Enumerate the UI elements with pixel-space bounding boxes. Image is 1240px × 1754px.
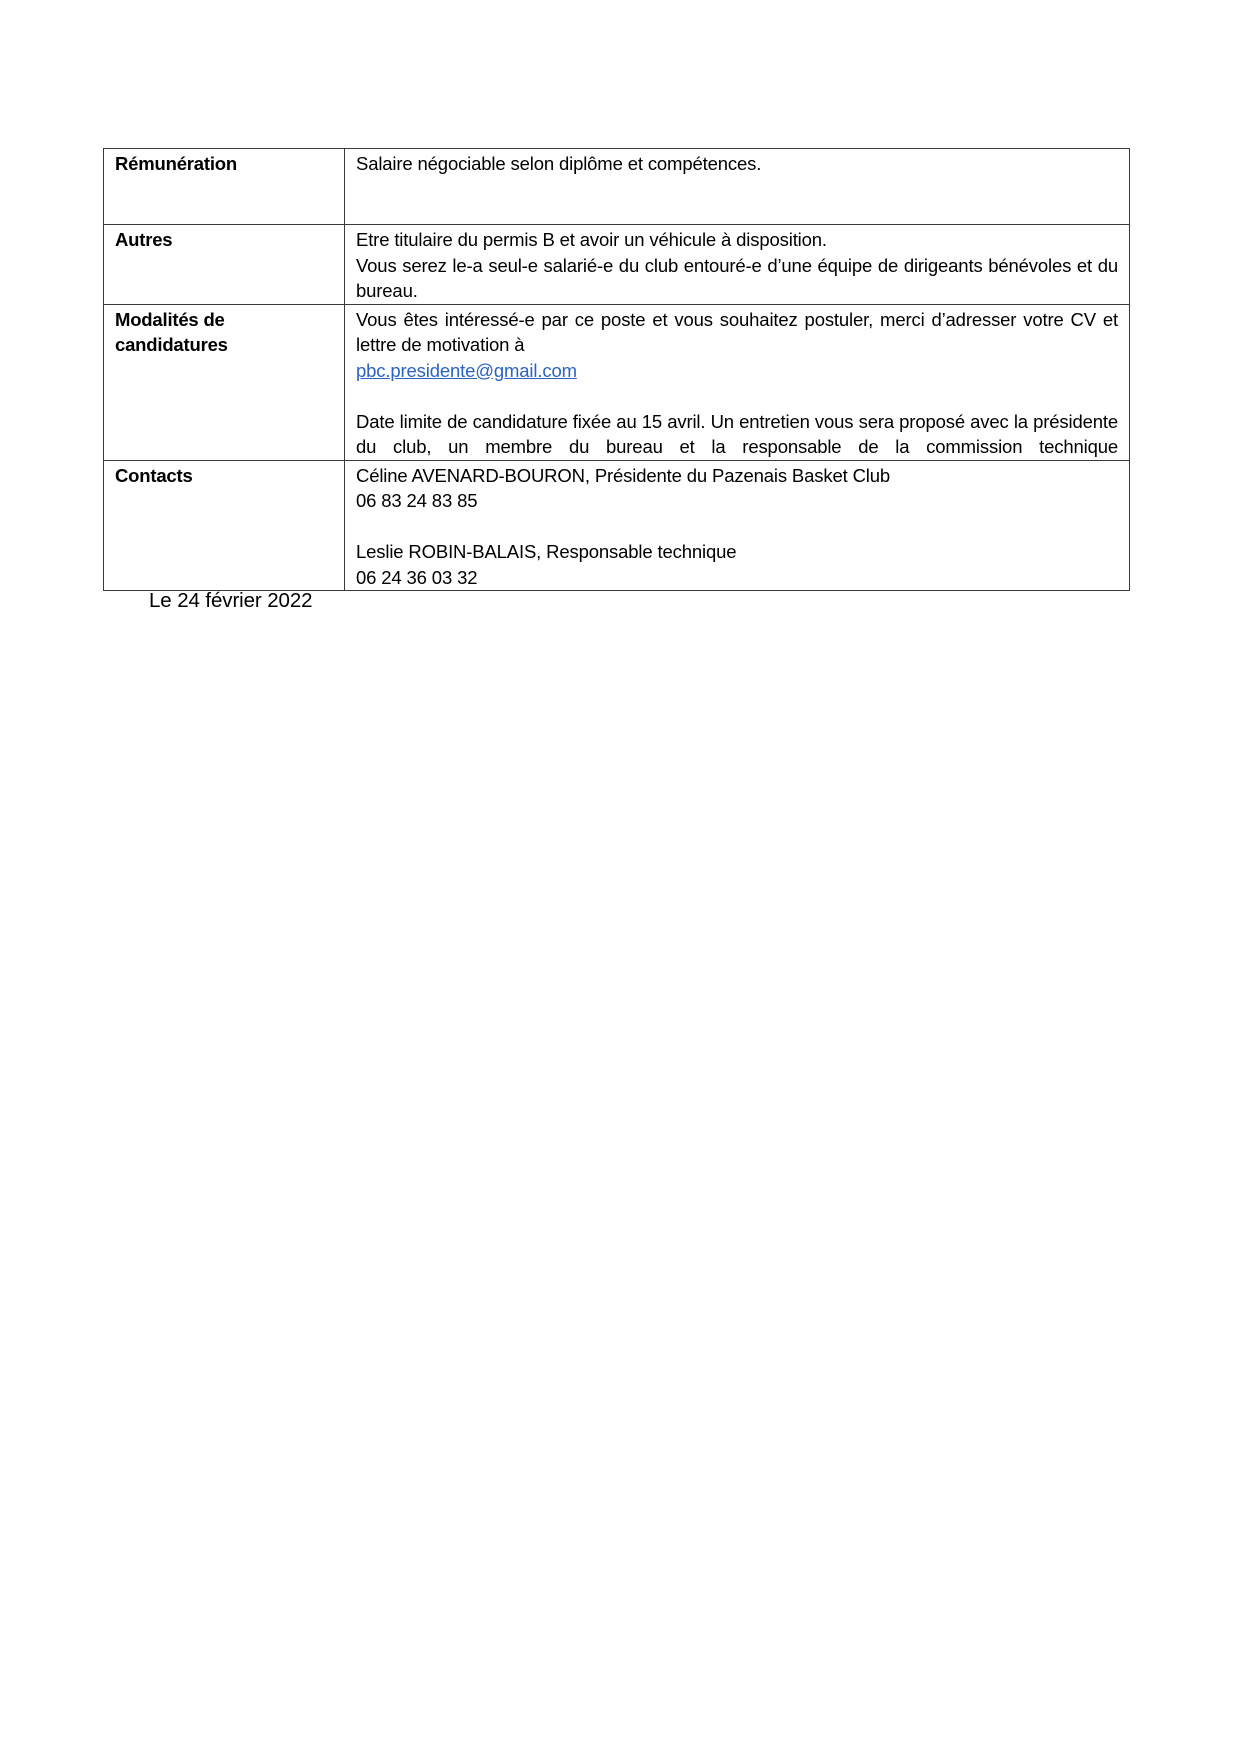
modalites-intro-text: Vous êtes intéressé-e par ce poste et vous souhaitez postuler, merci d’adresser votre CV et lettre de motivation à [356,308,1118,355]
content-remuneration [345,149,1130,225]
autres-permis-text: Etre titulaire du permis B et avoir un véhicule à disposition. [356,229,827,250]
table-row-autres [104,225,1130,305]
table-row-modalites [104,304,1130,460]
remuneration-text: Salaire négociable selon diplôme et compétences. [356,153,762,174]
email-line [356,358,1118,384]
label-autres: Autres [104,225,345,305]
table-row-contacts [104,460,1130,591]
autres-salarie-text: Vous serez le-a seul-e salarié-e du club entouré-e d’une équipe de dirigeants bénévoles et du bureau. [356,254,1118,301]
content-modalites [345,304,1130,460]
contact-president-name: Céline AVENARD-BOURON, Présidente du Pazenais Basket Club [356,464,891,486]
label-remuneration: Rémunération [104,149,345,225]
contact-technical-name: Leslie ROBIN-BALAIS, Responsable technique [356,541,737,562]
spacer [356,383,1118,409]
job-offer-table [103,148,1130,591]
label-contacts: Contacts [104,460,345,591]
email-link[interactable]: pbc.presidente@gmail.com [356,359,577,381]
contact-president-phone: 06 83 24 83 85 [356,490,478,511]
spacer [356,514,1118,540]
document-date: Le 24 février 2022 [149,589,313,612]
label-modalites-line2: candidatures [115,334,228,355]
content-contacts [345,460,1130,591]
contact-technical-phone: 06 24 36 03 32 [356,566,478,588]
label-modalites-line1: Modalités de [115,308,225,330]
content-autres [345,225,1130,305]
table-row-remuneration [104,149,1130,225]
label-modalites [104,304,345,460]
modalites-deadline-text: Date limite de candidature fixée au 15 avril. Un entretien vous sera proposé avec la présidente du club, un membre du bureau et la responsable de la commission technique [356,410,1118,457]
